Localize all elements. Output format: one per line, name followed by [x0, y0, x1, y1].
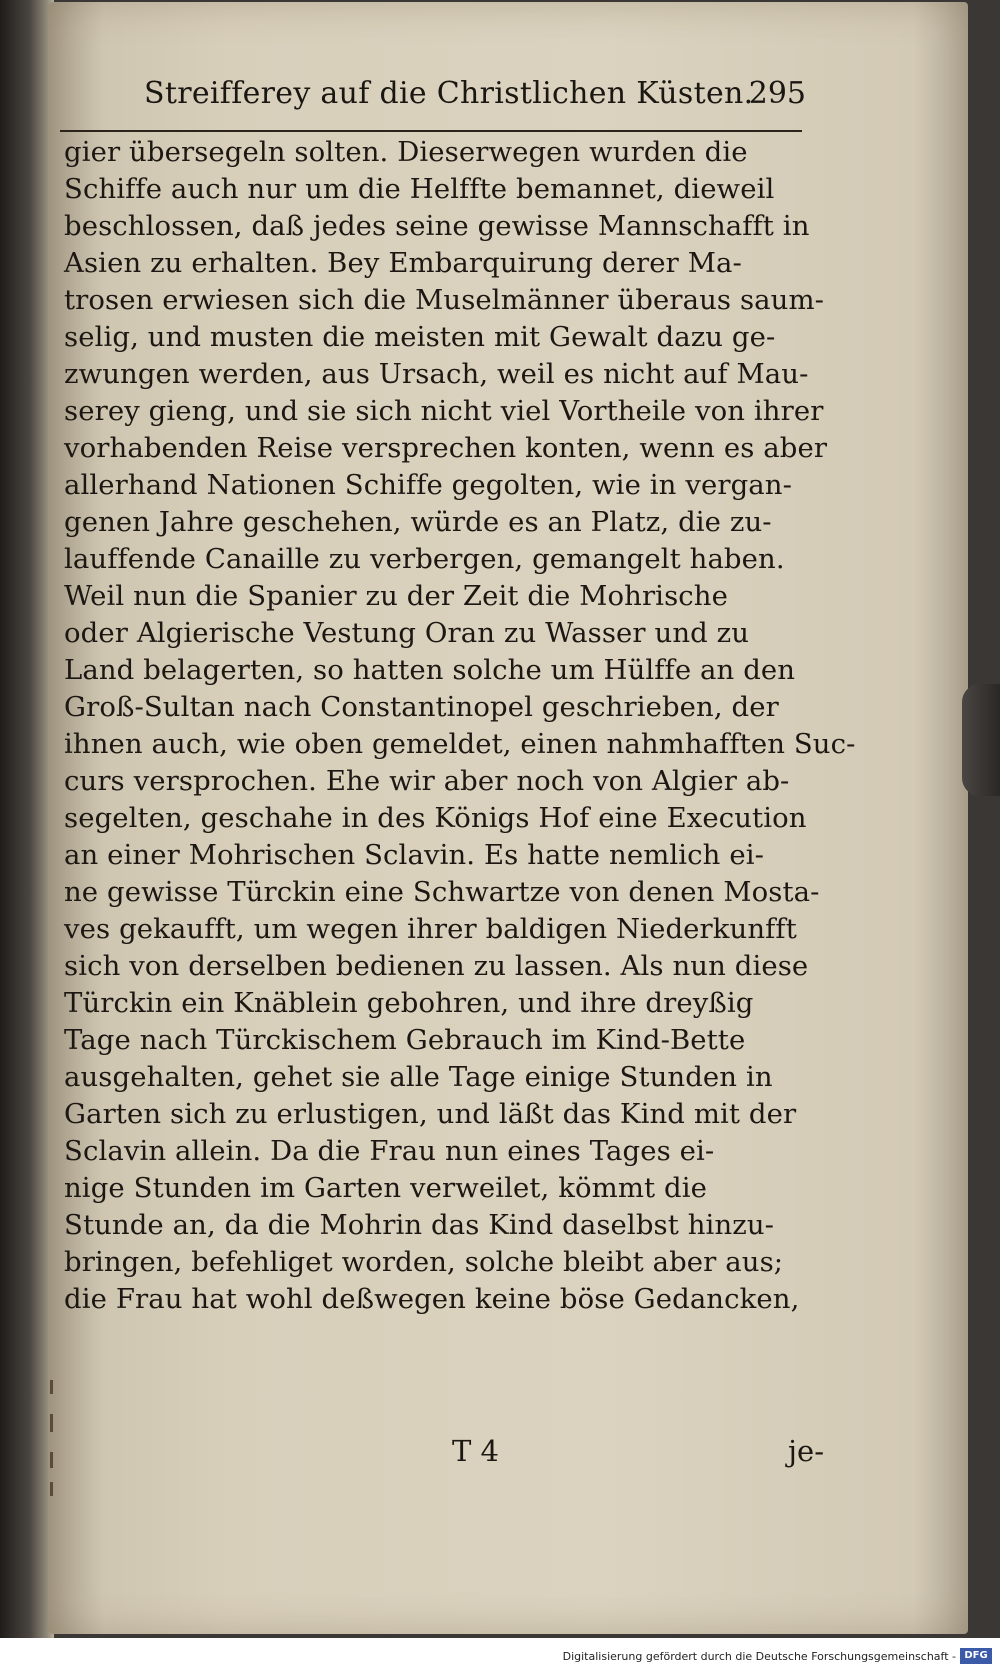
text-line: die Frau hat wohl deßwegen keine böse Gedancken,: [64, 1283, 800, 1315]
text-line: Garten sich zu erlustigen, und läßt das Kind mit der: [64, 1098, 797, 1130]
text-line: serey gieng, und sie sich nicht viel Vortheile von ihrer: [64, 395, 824, 427]
header-rule: [60, 130, 802, 132]
text-line: Groß-Sultan nach Constantinopel geschrieben, der: [64, 691, 779, 723]
text-line: ausgehalten, gehet sie alle Tage einige Stunden in: [64, 1061, 773, 1093]
text-line: an einer Mohrischen Sclavin. Es hatte nemlich ei-: [64, 839, 764, 871]
signature-line: [64, 1434, 824, 1474]
page-number: 295: [748, 76, 806, 111]
text-line: Sclavin allein. Da die Frau nun eines Tages ei-: [64, 1135, 715, 1167]
running-title: Streifferey auf die Christlichen Küsten.: [144, 76, 754, 111]
text-line: beschlossen, daß jedes seine gewisse Mannschafft in: [64, 210, 810, 242]
text-line: Asien zu erhalten. Bey Embarquirung derer Ma-: [64, 247, 742, 279]
text-line: genen Jahre geschehen, würde es an Platz, die zu-: [64, 506, 772, 538]
margin-mark: [50, 1380, 53, 1394]
page-header: [144, 76, 812, 124]
text-line: curs versprochen. Ehe wir aber noch von Algier ab-: [64, 765, 790, 797]
text-line: vorhabenden Reise versprechen konten, wenn es aber: [64, 432, 828, 464]
text-line: ves gekaufft, um wegen ihrer baldigen Niederkunfft: [64, 913, 797, 945]
text-line: Stunde an, da die Mohrin das Kind daselbst hinzu-: [64, 1209, 775, 1241]
margin-marks: [50, 1380, 58, 1500]
page-clip: [962, 684, 1000, 796]
text-line: oder Algierische Vestung Oran zu Wasser und zu: [64, 617, 750, 649]
catchword: je-: [788, 1434, 824, 1468]
text-line: Schiffe auch nur um die Helffte bemannet, dieweil: [64, 173, 775, 205]
body-text: [64, 134, 856, 1318]
margin-mark: [50, 1482, 53, 1496]
text-line: gier übersegeln solten. Dieserwegen wurden die: [64, 136, 748, 168]
text-line: Tage nach Türckischem Gebrauch im Kind-Bette: [64, 1024, 746, 1056]
text-line: bringen, befehliget worden, solche bleibt aber aus;: [64, 1246, 784, 1278]
text-line: Land belagerten, so hatten solche um Hülffe an den: [64, 654, 796, 686]
book-gutter: [0, 0, 54, 1638]
text-line: Türckin ein Knäblein gebohren, und ihre dreyßig: [64, 987, 754, 1019]
footer-credit: Digitalisierung gefördert durch die Deutsche Forschungsgemeinschaft -: [562, 1650, 956, 1663]
text-line: segelten, geschahe in des Königs Hof eine Execution: [64, 802, 807, 834]
text-line: ihnen auch, wie oben gemeldet, einen nahmhafften Suc-: [64, 728, 856, 760]
dfg-logo: DFG: [960, 1648, 992, 1664]
text-line: Weil nun die Spanier zu der Zeit die Mohrische: [64, 580, 728, 612]
text-line: nige Stunden im Garten verweilet, kömmt die: [64, 1172, 707, 1204]
text-line: zwungen werden, aus Ursach, weil es nicht auf Mau-: [64, 358, 809, 390]
text-line: trosen erwiesen sich die Muselmänner überaus saum-: [64, 284, 825, 316]
text-line: lauffende Canaille zu verbergen, gemangelt haben.: [64, 543, 785, 575]
text-line: sich von derselben bedienen zu lassen. Als nun diese: [64, 950, 809, 982]
margin-mark: [50, 1414, 53, 1432]
text-line: allerhand Nationen Schiffe gegolten, wie in vergan-: [64, 469, 792, 501]
text-line: selig, und musten die meisten mit Gewalt dazu ge-: [64, 321, 776, 353]
signature-mark: T 4: [452, 1434, 500, 1468]
margin-mark: [50, 1452, 53, 1468]
footer-bar: [0, 1638, 1000, 1670]
text-line: ne gewisse Türckin eine Schwartze von denen Mosta-: [64, 876, 820, 908]
